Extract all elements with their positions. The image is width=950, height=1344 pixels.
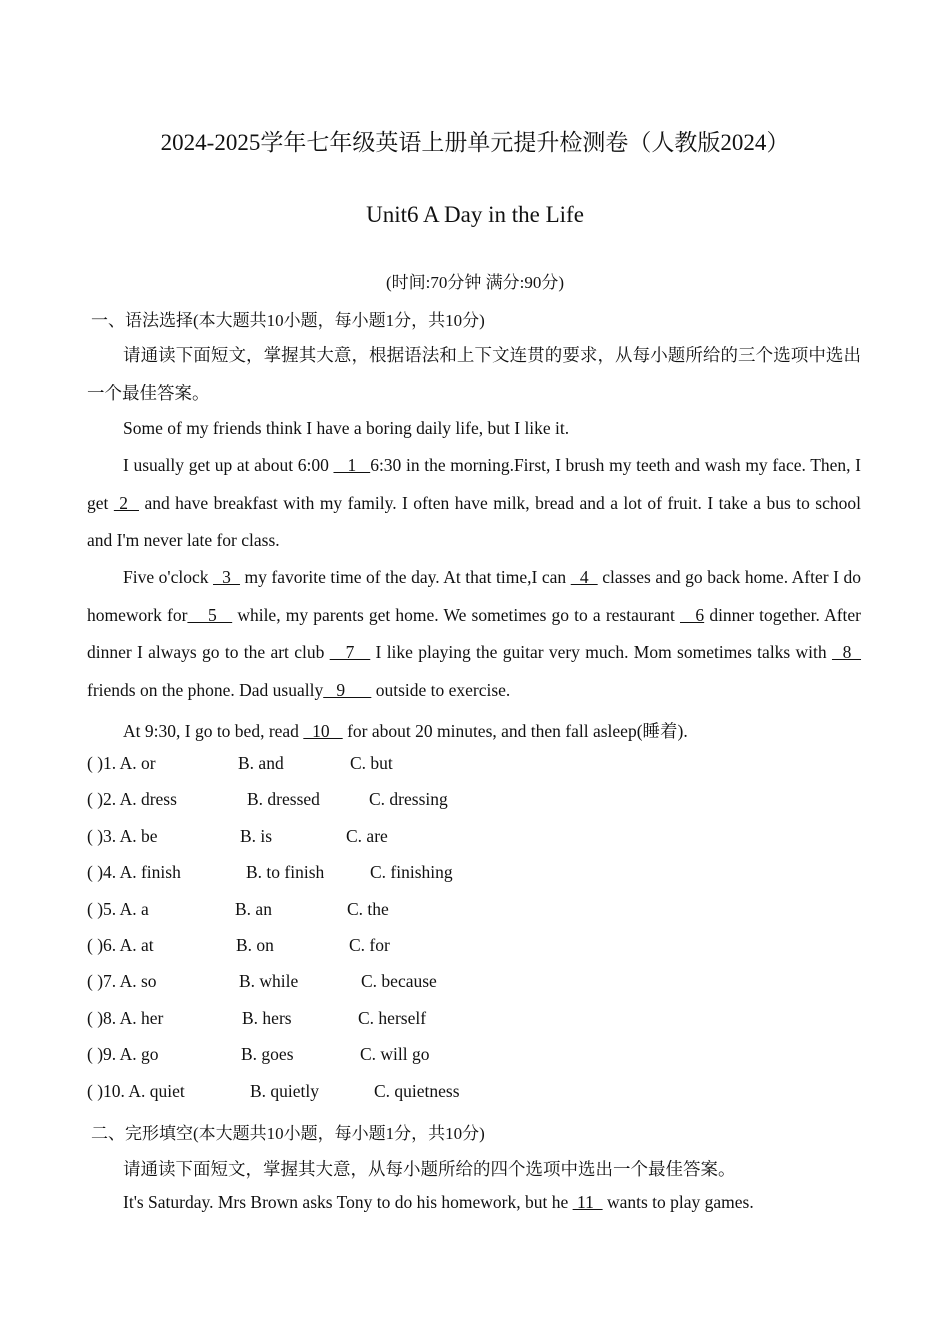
text: my favorite time of the day. At that time,I can <box>239 567 571 587</box>
text: Five o'clock <box>123 567 214 587</box>
option-b: B. to finish <box>246 862 325 883</box>
blank-3: 3 <box>213 567 240 587</box>
option-b: B. while <box>239 971 299 992</box>
text: friends on the phone. Dad usually <box>87 679 324 700</box>
option-c: C. the <box>347 898 389 919</box>
option-a: ( )8. A. her <box>87 1007 164 1028</box>
option-a: ( )5. A. a <box>87 898 149 919</box>
passage-line-1: Some of my friends think I have a boring daily life, but I like it. <box>123 418 570 438</box>
option-b: B. goes <box>241 1044 294 1065</box>
option-c: C. will go <box>360 1044 430 1065</box>
blank-1: 1 <box>333 455 371 475</box>
blank-5: 5 <box>187 604 233 625</box>
option-b: B. and <box>238 753 284 773</box>
page-title: 2024-2025学年七年级英语上册单元提升检测卷（人教版2024） <box>160 130 790 155</box>
text: classes and go back home. After I do homework for <box>87 567 862 625</box>
text: outside to exercise. <box>371 679 511 700</box>
option-c: C. herself <box>358 1007 427 1028</box>
text: It's Saturday. Mrs Brown asks Tony to do his homework, but he <box>123 1192 573 1212</box>
option-b: B. an <box>235 898 272 919</box>
option-a: ( )6. A. at <box>87 934 154 955</box>
section-2-instruction: 请通读下面短文，掌握其大意，从每小题所给的四个选项中选出一个最佳答案。 <box>123 1159 736 1179</box>
option-c: C. quietness <box>374 1080 460 1101</box>
option-b: B. quietly <box>250 1080 320 1101</box>
option-c: C. because <box>361 971 437 992</box>
blank-4: 4 <box>570 567 598 587</box>
option-c: C. are <box>346 825 388 846</box>
exam-meta: (时间:70分钟 满分:90分) <box>385 273 565 292</box>
text: for about 20 minutes, and then fall asleep(睡着). <box>342 721 688 741</box>
text: I like playing the guitar very much. Mom sometimes talks with <box>370 642 832 662</box>
section-2-passage-line-1 <box>123 1192 754 1213</box>
blank-6: 6 <box>679 604 705 625</box>
option-b: B. dressed <box>247 789 320 810</box>
passage-paragraph-2 <box>87 559 861 709</box>
section-2-heading: 二、完形填空(本大题共10小题，每小题1分，共10分) <box>91 1124 485 1143</box>
text: dinner together. After dinner I always go to the art club <box>87 604 862 662</box>
option-a: ( )9. A. go <box>87 1044 159 1065</box>
unit-title: Unit6 A Day in the Life <box>366 202 584 227</box>
passage-paragraph-1 <box>87 447 861 560</box>
option-a: ( )3. A. be <box>87 825 158 846</box>
option-c: C. but <box>350 753 393 773</box>
option-a: ( )10. A. quiet <box>87 1080 185 1101</box>
blank-9: 9 <box>323 679 372 700</box>
text: and have breakfast with my family. I often have milk, bread and a lot of fruit. I take a bus to school and I'm never late for class. <box>87 492 861 550</box>
option-c: C. for <box>349 934 390 955</box>
text: while, my parents get home. We sometimes go to a restaurant <box>232 604 680 625</box>
option-a: ( )2. A. dress <box>87 789 177 810</box>
text: wants to play games. <box>602 1192 754 1212</box>
blank-10: 10 <box>303 721 343 741</box>
text: At 9:30, I go to bed, read <box>123 721 304 741</box>
text: 6:30 in the morning.First, I brush my teeth and wash my face. Then, I get <box>87 455 862 513</box>
text: I usually get up at about 6:00 <box>123 455 334 475</box>
section-1-instruction: 请通读下面短文，掌握其大意，根据语法和上下文连贯的要求，从每小题所给的三个选项中选出一个最佳答案。 <box>87 345 861 403</box>
option-c: C. finishing <box>370 862 453 883</box>
option-a: ( )1. A. or <box>87 753 156 773</box>
option-b: B. is <box>240 825 273 846</box>
section-1-heading: 一、语法选择(本大题共10小题，每小题1分，共10分) <box>91 311 485 330</box>
option-c: C. dressing <box>369 789 448 810</box>
blank-2: 2 <box>113 492 139 513</box>
option-a: ( )7. A. so <box>87 971 157 992</box>
option-b: B. hers <box>242 1007 292 1028</box>
option-b: B. on <box>236 934 274 955</box>
passage-paragraph-3 <box>123 718 688 743</box>
blank-11: 11 <box>572 1192 603 1212</box>
blank-8: 8 <box>831 642 862 662</box>
blank-7: 7 <box>329 642 371 662</box>
option-a: ( )4. A. finish <box>87 862 181 883</box>
